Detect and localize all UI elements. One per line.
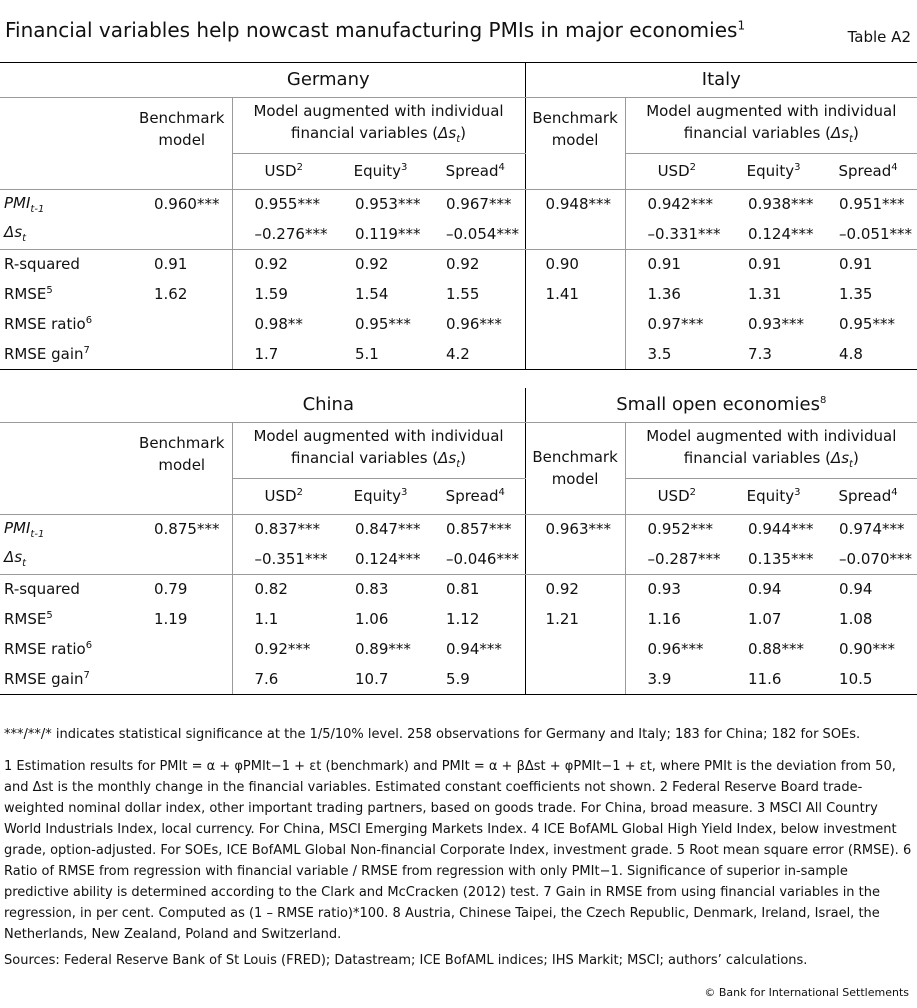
germany-usd-header: USD$^2$	[232, 153, 335, 189]
table-row: RMSE$^5$ 1.62 1.59 1.54 1.55 1.41 1.36 1.31 1.35	[0, 279, 917, 309]
significance-note: ***/**/* indicates statistical significance at the 1/5/10% level. 258 observations for Germany and Italy; 183 for China; 182 for SOEs.	[4, 727, 861, 742]
row-label-pmi: $PMI_{t-1}$	[4, 193, 45, 215]
italy-usd-header: USD$^2$	[625, 153, 728, 189]
china-equity-header: Equity$^3$	[335, 478, 426, 514]
table-row: $PMI_{t-1}$ 0.875*** 0.837*** 0.847*** 0.857*** 0.963*** 0.952*** 0.944*** 0.974***	[0, 514, 917, 544]
table-row: R-squared 0.79 0.82 0.83 0.81 0.92 0.93 0.94 0.94	[0, 574, 917, 604]
soe-augmented-header: Model augmented with individual financial variables $(\Delta s_t)$	[625, 422, 917, 478]
table-row: RMSE gain$^7$ 7.6 10.7 5.9 3.9 11.6 10.5	[0, 664, 917, 694]
germany-benchmark-header: Benchmark model	[132, 97, 232, 189]
italy-benchmark-header: Benchmark model	[525, 97, 625, 189]
country-germany: Germany	[132, 63, 525, 97]
china-augmented-header: Model augmented with individual financial variables $(\Delta s_t)$	[232, 422, 525, 478]
table-row: $\Delta s_t$ –0.351*** 0.124*** –0.046*** –0.287*** 0.135*** –0.070***	[0, 544, 917, 574]
row-label-ds: $\Delta s_t$	[0, 219, 132, 249]
italy-augmented-header: Model augmented with individual financial variables $(\Delta s_t)$	[625, 97, 917, 153]
footnotes: 1 Estimation results for PMIt = α + φPMIt−1 + εt (benchmark) and PMIt = α + βΔst + φPMIt−1 + εt, where PMIt is the deviation from 50, and Δst is the monthly change in the financial variables. Estimated constant coefficients not shown. 2 Federal Reserve Board trade-weighted nominal dollar index, other important trading partners, based on goods trade. For China, broad measure. 3 MSCI All Country World Industrials Index, local currency. For China, MSCI Emerging Markets Index. 4 ICE BofAML Global High Yield Index, below investment grade, option-adjusted. For SOEs, ICE BofAML Global Non-financial Corporate Index, investment grade. 5 Root mean square error (RMSE). 6 Ratio of RMSE from regression with financial variable / RMSE from regression with only PMIt−1. Significance of superior in-sample predictive ability is determined according to the Clark and McCracken (2012) test. 7 Gain in RMSE from using financial variables in the regression, in per cent. Computed as (1 – RMSE ratio)*100. 8 Austria, Chinese Taipei, the Czech Republic, Denmark, Ireland, Israel, the Netherlands, New Zealand, Poland and Switzerland.	[4, 759, 912, 942]
table-row: R-squared 0.91 0.92 0.92 0.92 0.90 0.91 0.91 0.91	[0, 249, 917, 279]
soe-usd-header: USD$^2$	[625, 478, 728, 514]
page-title: Financial variables help nowcast manufacturing PMIs in major economies$^1$	[5, 18, 746, 42]
country-soe: Small open economies$^8$	[525, 388, 917, 422]
germany-equity-header: Equity$^3$	[335, 153, 426, 189]
table-row: RMSE$^5$ 1.19 1.1 1.06 1.12 1.21 1.16 1.07 1.08	[0, 604, 917, 634]
table-row: $\Delta s_t$ –0.276*** 0.119*** –0.054*** –0.331*** 0.124*** –0.051***	[0, 219, 917, 249]
table-china-soe	[0, 388, 917, 695]
germany-spread-header: Spread$^4$	[426, 153, 525, 189]
table-row: $PMI_{t-1}$ 0.960*** 0.955*** 0.953*** 0.967*** 0.948*** 0.942*** 0.938*** 0.951***	[0, 189, 917, 219]
italy-spread-header: Spread$^4$	[819, 153, 917, 189]
table-row: RMSE ratio$^6$ 0.92*** 0.89*** 0.94*** 0.96*** 0.88*** 0.90***	[0, 634, 917, 664]
sources: Sources: Federal Reserve Bank of St Louis (FRED); Datastream; ICE BofAML indices; IHS Markit; MSCI; authors’ calculations.	[4, 953, 808, 968]
copyright: © Bank for International Settlements	[704, 986, 909, 999]
china-benchmark-header: Benchmark model	[132, 422, 232, 514]
table-germany-italy	[0, 63, 917, 370]
china-spread-header: Spread$^4$	[426, 478, 525, 514]
title-bar	[0, 0, 917, 63]
germany-augmented-header: Model augmented with individual financial variables $(\Delta s_t)$	[232, 97, 525, 153]
italy-equity-header: Equity$^3$	[728, 153, 819, 189]
country-italy: Italy	[525, 63, 917, 97]
country-china: China	[132, 388, 525, 422]
soe-benchmark-header: Benchmark model	[525, 422, 625, 514]
table-row: RMSE ratio$^6$ 0.98** 0.95*** 0.96*** 0.97*** 0.93*** 0.95***	[0, 309, 917, 339]
table-tag: Table A2	[847, 28, 911, 46]
soe-spread-header: Spread$^4$	[819, 478, 917, 514]
soe-equity-header: Equity$^3$	[728, 478, 819, 514]
china-usd-header: USD$^2$	[232, 478, 335, 514]
table-row: RMSE gain$^7$ 1.7 5.1 4.2 3.5 7.3 4.8	[0, 339, 917, 369]
